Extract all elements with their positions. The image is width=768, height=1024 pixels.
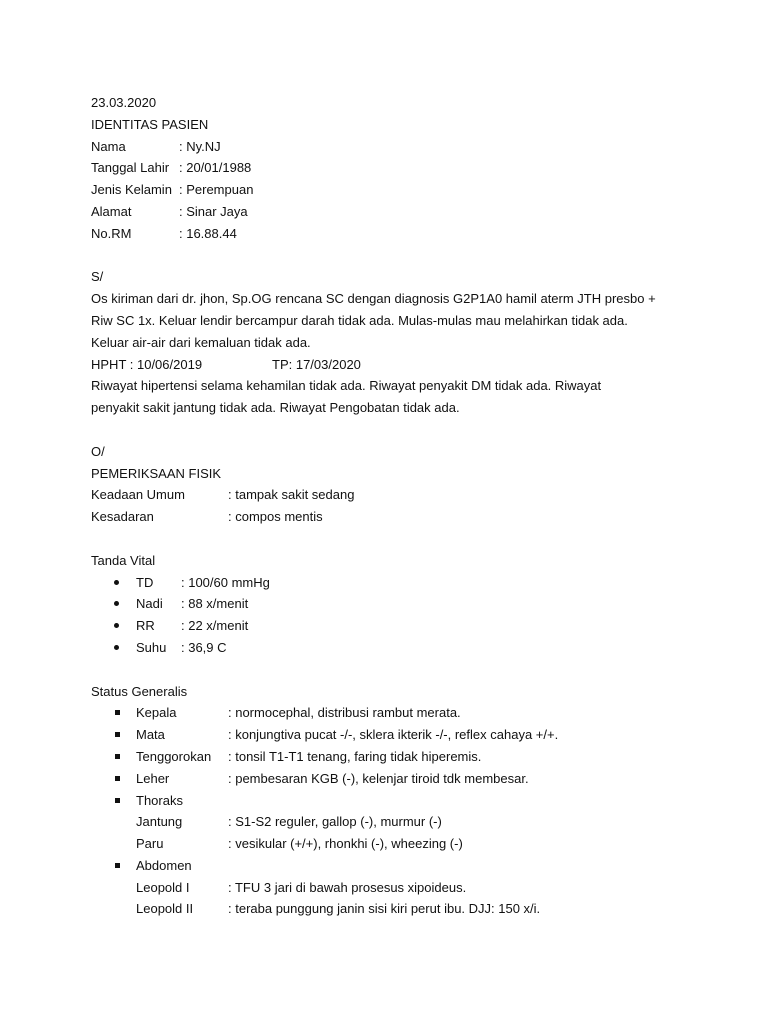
list-item: Leher : pembesaran KGB (-), kelenjar tiroid tdk membesar.: [91, 768, 731, 790]
list-item: Suhu : 36,9 C: [91, 637, 731, 659]
bullet-icon: [91, 768, 136, 790]
medical-record: [91, 92, 731, 920]
bullet-icon: [91, 615, 136, 637]
exam-row-general: Keadaan Umum : tampak sakit sedang: [91, 487, 355, 503]
vital-list: [91, 572, 731, 659]
vital-title: Tanda Vital: [91, 552, 156, 568]
bullet-icon: [91, 593, 136, 615]
list-item: RR : 22 x/menit: [91, 615, 731, 637]
exam-row-consciousness: Kesadaran : compos mentis: [91, 509, 323, 525]
list-item: Kepala : normocephal, distribusi rambut merata.: [91, 702, 731, 724]
bullet-icon: [91, 724, 136, 746]
subjective-text: Keluar air-air dari kemaluan tidak ada.: [91, 334, 311, 350]
bullet-icon: [91, 790, 136, 812]
history-text: Riwayat hipertensi selama kehamilan tidak ada. Riwayat penyakit DM tidak ada. Riwayat: [91, 378, 602, 394]
objective-heading: O/: [91, 443, 105, 459]
bullet-icon: [91, 702, 136, 724]
bullet-icon: [91, 746, 136, 768]
list-subitem: Paru : vesikular (+/+), rhonkhi (-), wheezing (-): [136, 836, 463, 852]
list-item: Nadi : 88 x/menit: [91, 593, 731, 615]
identity-title: IDENTITAS PASIEN: [91, 116, 209, 132]
list-subitem: Jantung : S1-S2 reguler, gallop (-), murmur (-): [136, 814, 442, 830]
history-text: penyakit sakit jantung tidak ada. Riwayat Pengobatan tidak ada.: [91, 400, 460, 416]
list-item: Abdomen: [91, 855, 731, 877]
list-item: TD : 100/60 mmHg: [91, 572, 731, 594]
identity-row-dob: Tanggal Lahir : 20/01/1988: [91, 160, 252, 176]
exam-title: PEMERIKSAAN FISIK: [91, 465, 222, 481]
identity-row-name: Nama : Ny.NJ: [91, 138, 221, 154]
list-item: Mata : konjungtiva pucat -/-, sklera ikterik -/-, reflex cahaya +/+.: [91, 724, 731, 746]
bullet-icon: [91, 855, 136, 877]
hpht-row: HPHT : 10/06/2019 TP: 17/03/2020: [91, 356, 361, 372]
status-list: [91, 702, 731, 920]
subjective-text: Riw SC 1x. Keluar lendir bercampur darah tidak ada. Mulas-mulas mau melahirkan tidak ada.: [91, 312, 628, 328]
identity-row-address: Alamat : Sinar Jaya: [91, 203, 248, 219]
bullet-icon: [91, 572, 136, 594]
list-item: Thoraks: [91, 790, 731, 812]
spacer: [91, 528, 731, 550]
spacer: [91, 419, 731, 441]
identity-row-mrn: No.RM : 16.88.44: [91, 225, 237, 241]
bullet-icon: [91, 637, 136, 659]
subjective-text: Os kiriman dari dr. jhon, Sp.OG rencana SC dengan diagnosis G2P1A0 hamil aterm JTH presbo +: [91, 291, 656, 307]
spacer: [91, 659, 731, 681]
list-subitem: Leopold II : teraba punggung janin sisi kiri perut ibu. DJJ: 150 x/i.: [136, 901, 541, 917]
list-subitem: Leopold I : TFU 3 jari di bawah prosesus xipoideus.: [136, 879, 467, 895]
status-title: Status Generalis: [91, 683, 188, 699]
subjective-heading: S/: [91, 269, 104, 285]
record-date: 23.03.2020: [91, 95, 157, 110]
spacer: [91, 245, 731, 267]
list-item: Tenggorokan : tonsil T1-T1 tenang, faring tidak hiperemis.: [91, 746, 731, 768]
identity-row-sex: Jenis Kelamin : Perempuan: [91, 182, 254, 198]
